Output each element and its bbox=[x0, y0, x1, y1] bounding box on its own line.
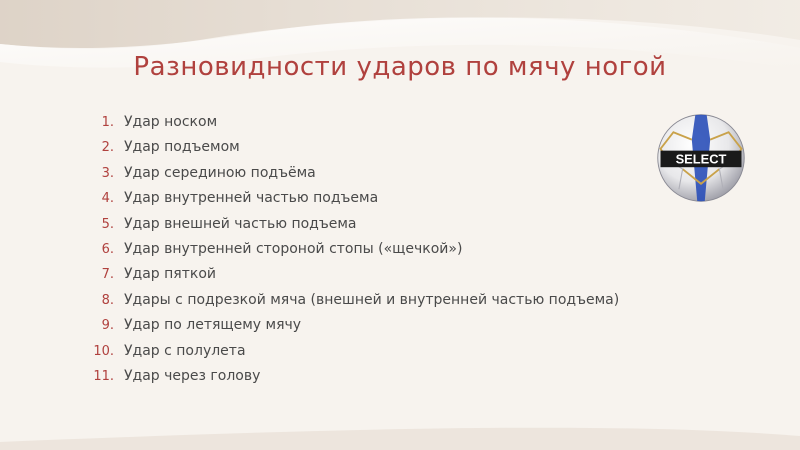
list-item-text: Удар носком bbox=[124, 114, 218, 130]
list-item-text: Удар пяткой bbox=[124, 266, 216, 283]
soccer-ball-icon bbox=[655, 112, 747, 204]
list-item-text: Удары с подрезкой мяча (внешней и внутренней частью подъема) bbox=[124, 291, 620, 308]
list-item-text: Удар с полулета bbox=[124, 342, 246, 359]
list-item-number: 7. bbox=[101, 267, 114, 283]
list-item-text: Удар серединою подъёма bbox=[124, 164, 316, 181]
list-item-number: 11. bbox=[93, 368, 114, 384]
list-item-number: 5. bbox=[101, 216, 114, 232]
list-item-number: 2. bbox=[101, 140, 114, 156]
list-item-number: 6. bbox=[101, 241, 114, 257]
list-item-text: Удар внутренней стороной стопы («щечкой») bbox=[124, 240, 463, 257]
list-item-number: 9. bbox=[101, 318, 114, 334]
list-item-number: 4. bbox=[101, 191, 114, 207]
list-item-text: Удар подъемом bbox=[124, 139, 240, 156]
list-item-number: 10. bbox=[93, 343, 114, 359]
list-item-number: 8. bbox=[101, 292, 114, 308]
list-item-number: 3. bbox=[101, 165, 114, 181]
list-item-number: 1. bbox=[101, 115, 114, 130]
slide-title: Разновидности ударов по мячу ногой bbox=[133, 52, 667, 82]
list-item-text: Удар внешней частью подъема bbox=[124, 215, 357, 232]
list-item-text: Удар по летящему мячу bbox=[124, 317, 302, 334]
ball-logo-text: SELECT bbox=[675, 151, 727, 167]
list-item-text: Удар внутренней частью подъема bbox=[124, 190, 379, 207]
list-item-text: Удар через голову bbox=[124, 367, 261, 384]
